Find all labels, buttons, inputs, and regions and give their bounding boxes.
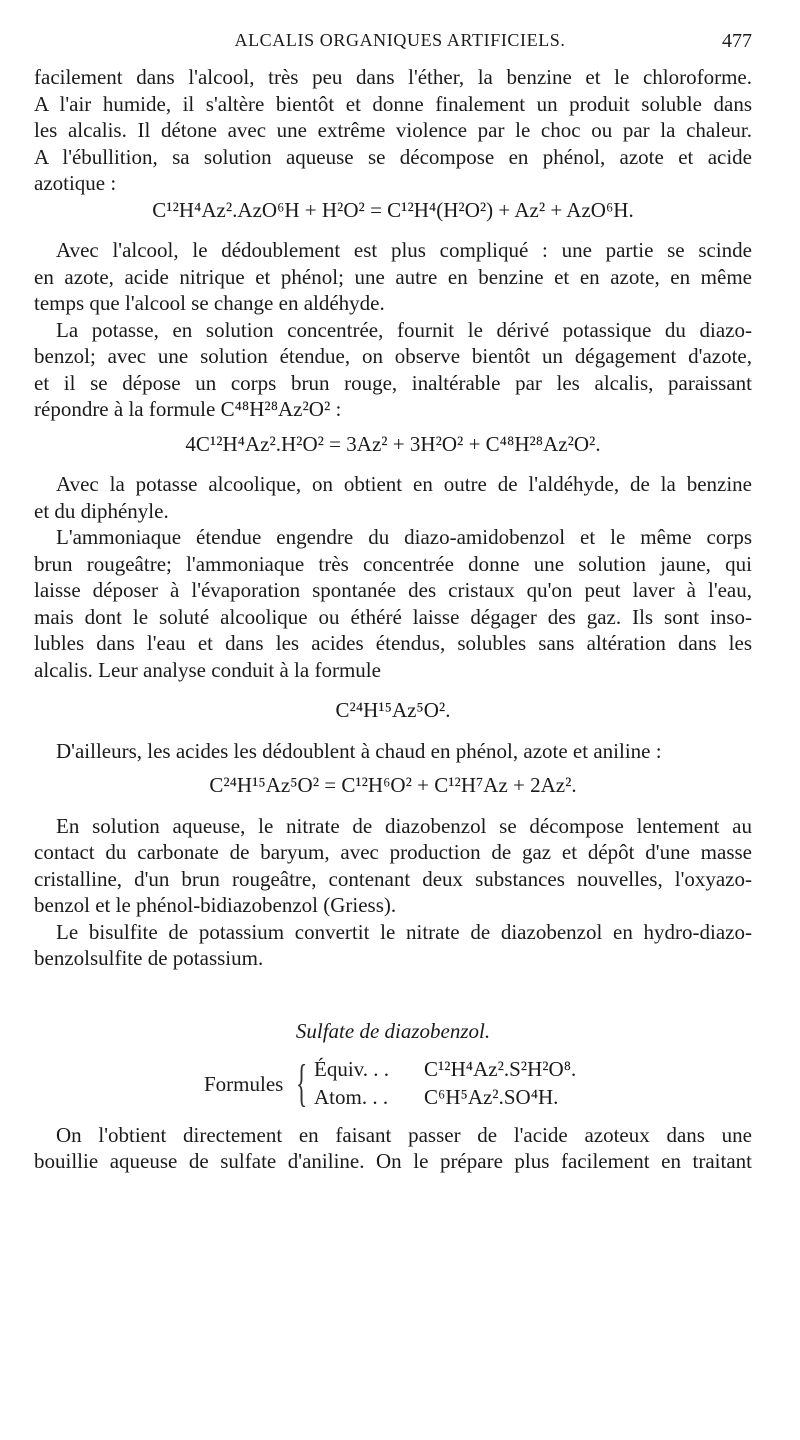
text-line: D'ailleurs, les acides les dédoublent à chaud en phénol, azote et aniline : xyxy=(56,738,662,763)
formula-row-equiv xyxy=(314,1056,576,1083)
text-line: En solution aqueuse, le nitrate de diazobenzol se décompose lentement au xyxy=(56,813,752,838)
text-line: répondre à la formule C⁴⁸H²⁸Az²O² : xyxy=(34,397,342,421)
paragraph-2 xyxy=(34,237,752,317)
text-line: A l'air humide, il s'altère bientôt et donne finalement un produit soluble dans xyxy=(34,91,752,116)
text-line: cristalline, d'un brun rougeâtre, contenant deux substances nouvelles, l'oxyazo- xyxy=(34,866,752,891)
text-line: A l'ébullition, sa solution aqueuse se décompose en phénol, azote et acide xyxy=(34,144,752,169)
text-line: L'ammoniaque étendue engendre du diazo-amidobenzol et le même corps xyxy=(56,525,752,549)
text-line: La potasse, en solution concentrée, fournit le dérivé potassique du diazo- xyxy=(56,317,752,342)
text-line: et il se dépose un corps brun rouge, inaltérable par les alcalis, paraissant xyxy=(34,370,752,395)
formula-potasse: 4C¹²H⁴Az².H²O² = 3Az² + 3H²O² + C⁴⁸H²⁸Az²O². xyxy=(185,431,601,456)
section-heading: Sulfate de diazobenzol. xyxy=(295,1018,491,1043)
paragraph-3 xyxy=(34,317,752,423)
text-line: laisse déposer à l'évaporation spontanée des cristaux qu'on peut laver à l'eau, xyxy=(34,578,752,602)
paragraph-8 xyxy=(34,919,752,972)
text-line: azotique : xyxy=(34,171,117,195)
formula-row-name: Équiv. . . xyxy=(314,1056,390,1081)
page-body xyxy=(34,64,752,1175)
paragraph-9 xyxy=(34,1122,752,1175)
text-line: et du diphényle. xyxy=(34,498,169,523)
brace-glyph: { xyxy=(296,1054,308,1112)
formula-analysis: C²⁴H¹⁵Az⁵O². xyxy=(335,698,451,722)
formula-acid-cleavage: C²⁴H¹⁵Az⁵O² = C¹²H⁶O² + C¹²H⁷Az + 2Az². xyxy=(209,773,577,797)
text-line: lubles dans l'eau et dans les acides étendus, solubles sans altération dans les xyxy=(34,631,752,655)
page-header xyxy=(0,30,800,60)
text-line: mais dont le soluté alcoolique ou éthéré laisse dégager des gaz. Ils sont inso- xyxy=(34,604,752,629)
formulas-label: Formules xyxy=(204,1071,284,1096)
text-line: benzol; avec une solution étendue, on observe bientôt un dégagement d'azote, xyxy=(34,344,752,368)
paragraph-6 xyxy=(34,738,752,765)
text-line: Avec l'alcool, le dédoublement est plus compliqué : une partie se scinde xyxy=(56,238,752,262)
text-line: On l'obtient directement en faisant passer de l'acide azoteux dans une xyxy=(56,1122,752,1147)
formula-row-value: C⁶H⁵Az².SO⁴H. xyxy=(424,1084,559,1109)
paragraph-1 xyxy=(34,64,752,197)
text-line: brun rougeâtre; l'ammoniaque très concentrée donne une solution jaune, qui xyxy=(34,551,752,576)
paragraph-7 xyxy=(34,813,752,919)
text-line: en azote, acide nitrique et phénol; une autre en benzine et en azote, en même xyxy=(34,264,752,289)
running-head: ALCALIS ORGANIQUES ARTIFICIELS. xyxy=(234,30,566,50)
formula-row-name: Atom. . . xyxy=(314,1084,389,1109)
text-line: benzolsulfite de potassium. xyxy=(34,946,264,970)
text-line: temps que l'alcool se change en aldéhyde. xyxy=(34,291,385,315)
page-number: 477 xyxy=(722,30,752,52)
text-line: Avec la potasse alcoolique, on obtient en outre de l'aldéhyde, de la benzine xyxy=(56,472,752,496)
text-line: contact du carbonate de baryum, avec production de gaz et dépôt d'une masse xyxy=(34,840,752,864)
paragraph-5 xyxy=(34,524,752,683)
paragraph-4 xyxy=(34,471,752,524)
formula-decomposition-phenol: C¹²H⁴Az².AzO⁶H + H²O² = C¹²H⁴(H²O²) + Az² + AzO⁶H. xyxy=(152,197,634,222)
text-line: facilement dans l'alcool, très peu dans l'éther, la benzine et le chloroforme. xyxy=(34,65,752,89)
text-line: benzol et le phénol-bidiazobenzol (Griess). xyxy=(34,893,397,917)
formulas-table xyxy=(34,1056,752,1114)
text-line: Le bisulfite de potassium convertit le nitrate de diazobenzol en hydro-diazo- xyxy=(56,919,752,944)
formula-row-value: C¹²H⁴Az².S²H²O⁸. xyxy=(424,1056,577,1081)
formula-row-atom xyxy=(314,1084,558,1111)
text-line: les alcalis. Il détone avec une extrême violence par le choc ou par la chaleur. xyxy=(34,118,752,142)
text-line: alcalis. Leur analyse conduit à la formule xyxy=(34,657,381,682)
text-line: bouillie aqueuse de sulfate d'aniline. On le prépare plus facilement en traitant xyxy=(34,1149,752,1173)
